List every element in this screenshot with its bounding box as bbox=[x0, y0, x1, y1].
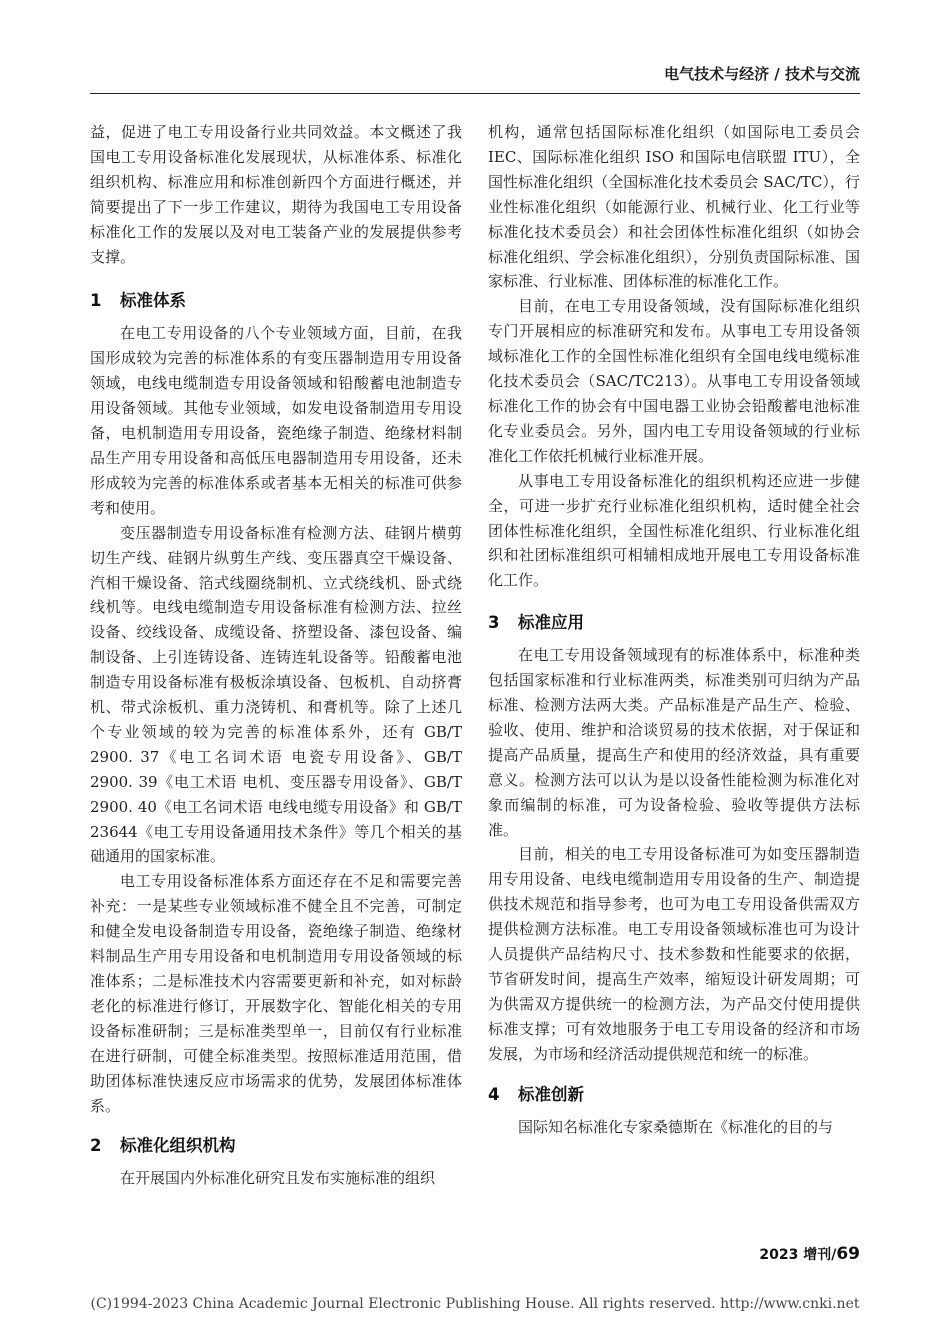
section-3-title: 标准应用 bbox=[518, 613, 584, 633]
section-3-paragraph: 目前，相关的电工专用设备标准可为如变压器制造用专用设备、电线电缆制造用专用设备的生产、制造提供技术规范和指导参考，也可为电工专用设备供需双方提供检测方法标准。电工专用设备领域标准也可为设计人员提供产品结构尺寸、技术参数和性能要求的依据，节省研发时间，提高生产效率，缩短设计研发周期；可为供需双方提供统一的检测方法，为产品交付使用提供标准支撑；可有效地服务于电工专用设备的经济和市场发展，为市场和经济活动提供规范和统一的标准。 bbox=[488, 845, 860, 1063]
section-4-heading bbox=[488, 1081, 860, 1109]
issue-label: 2023 增刊 bbox=[759, 1247, 832, 1263]
intro-paragraph: 益，促进了电工专用设备行业共同效益。本文概述了我国电工专用设备标准化发展现状，从标准体系、标准化组织机构、标准应用和标准创新四个方面进行概述，并简要提出了下一步工作建议，期待为我国电工专用设备标准化工作的发展以及对电工装备产业的发展提供参考支撑。 bbox=[90, 123, 462, 266]
section-4-title: 标准创新 bbox=[518, 1084, 584, 1104]
section-2-paragraph: 在开展国内外标准化研究且发布实施标准的组织 bbox=[120, 1169, 436, 1188]
section-1-heading bbox=[90, 287, 462, 315]
section-2-title: 标准化组织机构 bbox=[120, 1136, 236, 1156]
section-1-title: 标准体系 bbox=[120, 291, 186, 311]
section-2-heading bbox=[90, 1132, 462, 1160]
section-2-paragraph: 从事电工专用设备标准化的组织机构还应进一步健全，可进一步扩充行业标准化组织机构，适时健全社会团体性标准化组织，全国性标准化组织、行业标准化组织和社团标准组织可相辅相成地开展电工专用设备标准化工作。 bbox=[488, 471, 860, 590]
header-divider bbox=[90, 93, 860, 94]
section-4-number: 4 bbox=[488, 1084, 500, 1104]
left-column bbox=[90, 120, 462, 1191]
section-1-paragraph: 电工专用设备标准体系方面还存在不足和需要完善补充：一是某些专业领域标准不健全且不完善，可制定和健全发电设备制造专用设备，瓷绝缘子制造、绝缘材料制品生产用专用设备和电机制造用专用设备领域的标准体系；二是标准技术内容需要更新和补充，如对标龄老化的标准进行修订，开展数字化、智能化相关的专用设备标准研制；三是标准类型单一，目前仅有行业标准在进行研制，可健全标准类型。按照标准适用范围，借助团体标准快速反应市场需求的优势，发展团体标准体系。 bbox=[90, 872, 462, 1115]
journal-section-title: 电气技术与经济 / 技术与交流 bbox=[664, 65, 860, 83]
section-1-number: 1 bbox=[90, 291, 102, 311]
section-4-paragraph: 国际知名标准化专家桑德斯在《标准化的目的与 bbox=[518, 1117, 834, 1136]
section-3-number: 3 bbox=[488, 613, 500, 633]
right-column bbox=[488, 120, 860, 1140]
section-2-paragraph: 目前，在电工专用设备领域，没有国际标准化组织专门开展相应的标准研究和发布。从事电工专用设备领域标准化工作的全国性标准化组织有全国电线电缆标准化技术委员会（SAC/TC213）。从事电工专用设备领域标准化工作的协会有中国电器工业协会铅酸蓄电池标准化专业委员会。另外，国内电工专用设备领域的行业标准化工作依托机械行业标准开展。 bbox=[488, 297, 860, 465]
section-3-paragraph: 在电工专用设备领域现有的标准体系中，标准种类包括国家标准和行业标准两类，标准类别可归纳为产品标准、检测方法两大类。产品标准是产品生产、检验、验收、使用、维护和洽谈贸易的技术依据，对于保证和提高产品质量，提高生产和使用的经济效益，具有重要意义。检测方法可以认为是以设备性能检测为标准化对象而编制的标准，可为设备检验、验收等提供方法标准。 bbox=[488, 646, 860, 839]
section-3-heading bbox=[488, 609, 860, 637]
continuation-paragraph: 机构，通常包括国际标准化组织（如国际电工委员会 IEC、国际标准化组织 ISO 和国际电信联盟 ITU），全国性标准化组织（全国标准化技术委员会 SAC/TC），行业性标准化组织（如能源行业、机械行业、化工行业等标准化技术委员会）和社会团体性标准化组织（如协会标准化组织、学会标准化组织），分别负责国际标准、国家标准、行业标准、团体标准的标准化工作。 bbox=[488, 123, 860, 291]
section-1-paragraph: 变压器制造专用设备标准有检测方法、硅钢片横剪切生产线、硅钢片纵剪生产线、变压器真空干燥设备、汽相干燥设备、箔式线圈绕制机、立式绕线机、卧式绕线机等。电线电缆制造专用设备标准有检测方法、拉丝设备、绞线设备、成缆设备、挤塑设备、漆包设备、编制设备、上引连铸设备、连铸连轧设备等。铅酸蓄电池制造专用设备标准有极板涂填设备、包板机、自动挤膏机、带式涂板机、重力浇铸机、和膏机等。除了上述几个专业领域的较为完善的标准体系外，还有 GB/T 2900. 37《电工名词术语 电瓷专用设备》、GB/T 2900. 39《电工术语 电机、变压器专用设备》、GB/T 2900. 40《电工名词术语 电线电缆专用设备》和 GB/T 23644《电工专用设备通用技术条件》等几个相关的基础通用的国家标准。 bbox=[90, 523, 462, 866]
copyright-notice: (C)1994-2023 China Academic Journal Electronic Publishing House. All rights reserved. http://www.cnki.net bbox=[90, 1296, 860, 1312]
section-2-number: 2 bbox=[90, 1136, 102, 1156]
section-1-paragraph: 在电工专用设备的八个专业领域方面，目前，在我国形成较为完善的标准体系的有变压器制造用专用设备领域，电线电缆制造专用设备领域和铅酸蓄电池制造专用设备领域。其他专业领域，如发电设备制造用专用设备，电机制造用专用设备，瓷绝缘子制造、绝缘材料制品生产用专用设备和高低压电器制造用专用设备，还未形成较为完善的标准体系或者基本无相关的标准可供参考和使用。 bbox=[90, 324, 462, 517]
page-footer: 2023 增刊/69 bbox=[759, 1244, 860, 1264]
page-number: 69 bbox=[836, 1244, 860, 1264]
